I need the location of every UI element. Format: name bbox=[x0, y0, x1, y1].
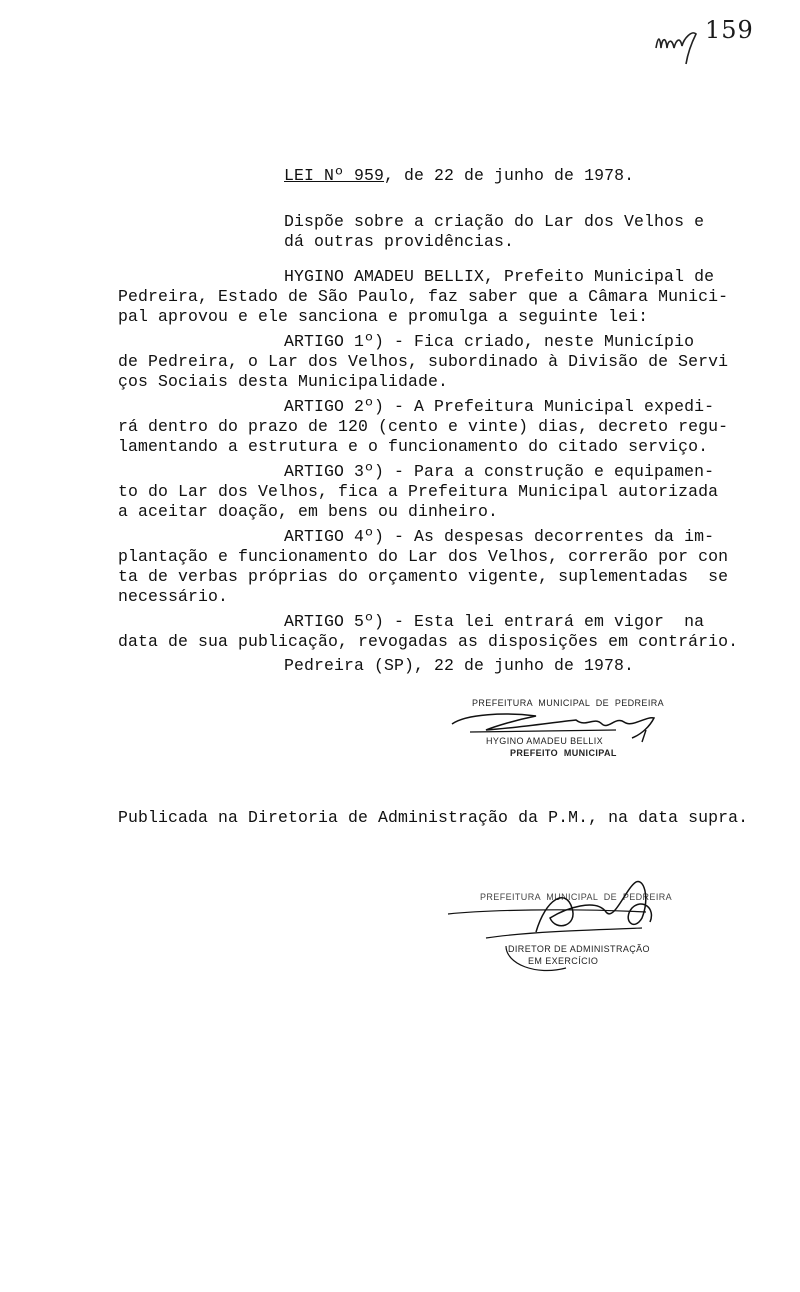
article-1-line: de Pedreira, o Lar dos Velhos, subordinado à Divisão de Servi bbox=[118, 352, 729, 371]
article-4-line: ARTIGO 4º) - As despesas decorrentes da im- bbox=[284, 527, 715, 546]
article-2-line: ARTIGO 2º) - A Prefeitura Municipal expedi- bbox=[284, 397, 715, 416]
director-stamp-role: DIRETOR DE ADMINISTRAÇÃO bbox=[508, 944, 650, 954]
article-4-line: ta de verbas próprias do orçamento vigente, suplementadas se bbox=[118, 567, 729, 586]
handwritten-rubric bbox=[652, 18, 712, 66]
article-2-line: lamentando a estrutura e o funcionamento do citado serviço. bbox=[118, 437, 709, 456]
law-title: LEI Nº 959 bbox=[284, 166, 385, 185]
mayor-stamp-role: PREFEITO MUNICIPAL bbox=[510, 748, 617, 758]
preamble-line: pal aprovou e ele sanciona e promulga a seguinte lei: bbox=[118, 307, 649, 326]
mayor-stamp-name: HYGINO AMADEU BELLIX bbox=[486, 736, 604, 746]
page-number: 159 bbox=[705, 16, 754, 44]
summary-line: Dispõe sobre a criação do Lar dos Velhos e bbox=[284, 212, 705, 231]
mayor-stamp-top: PREFEITURA MUNICIPAL DE PEDREIRA bbox=[472, 698, 665, 708]
director-stamp-role-2: EM EXERCÍCIO bbox=[528, 956, 599, 966]
article-5-line: ARTIGO 5º) - Esta lei entrará em vigor na bbox=[284, 612, 705, 631]
publication-note: Publicada na Diretoria de Administração da P.M., na data supra. bbox=[118, 808, 749, 827]
article-3-line: ARTIGO 3º) - Para a construção e equipamen- bbox=[284, 462, 715, 481]
article-3-line: to do Lar dos Velhos, fica a Prefeitura Municipal autorizada bbox=[118, 482, 719, 501]
article-1-line: ços Sociais desta Municipalidade. bbox=[118, 372, 449, 391]
article-3-line: a aceitar doação, em bens ou dinheiro. bbox=[118, 502, 499, 521]
director-stamp-top: PREFEITURA MUNICIPAL DE PEDREIRA bbox=[480, 892, 673, 902]
article-1-line: ARTIGO 1º) - Fica criado, neste Município bbox=[284, 332, 695, 351]
article-4-line: plantação e funcionamento do Lar dos Velhos, correrão por con bbox=[118, 547, 729, 566]
law-date: , de 22 de junho de 1978. bbox=[384, 166, 635, 185]
article-2-line: rá dentro do prazo de 120 (cento e vinte) dias, decreto regu- bbox=[118, 417, 729, 436]
law-header bbox=[284, 166, 634, 186]
place-date: Pedreira (SP), 22 de junho de 1978. bbox=[284, 656, 635, 675]
article-4-line: necessário. bbox=[118, 587, 229, 606]
preamble-line: Pedreira, Estado de São Paulo, faz saber que a Câmara Munici- bbox=[118, 287, 729, 306]
summary-line: dá outras providências. bbox=[284, 232, 515, 251]
article-5-line: data de sua publicação, revogadas as disposições em contrário. bbox=[118, 632, 739, 651]
preamble-line: HYGINO AMADEU BELLIX, Prefeito Municipal de bbox=[284, 267, 715, 286]
